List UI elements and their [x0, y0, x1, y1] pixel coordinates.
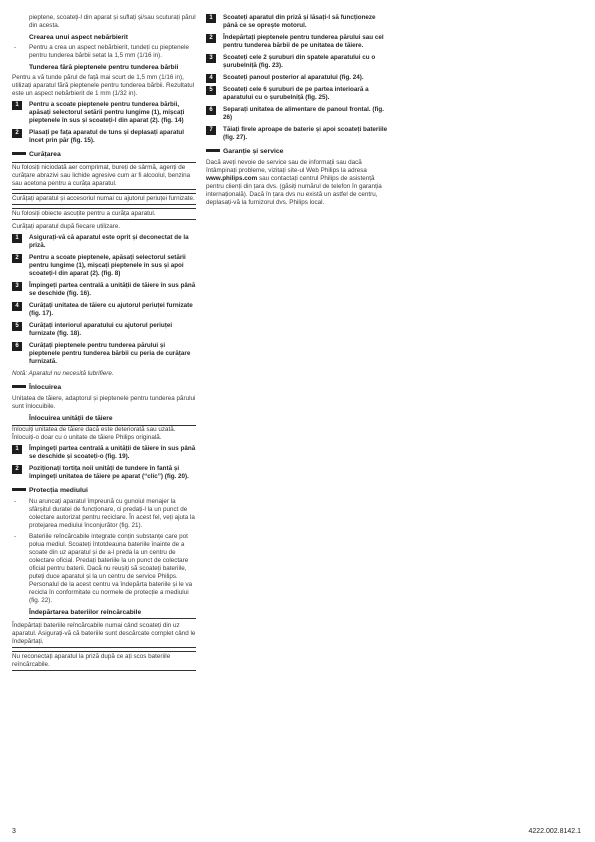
battery-step-3: 3 Scoateți cele 2 șuruburi din spatele aparatului cu o șurubelniță (fig. 23). [206, 54, 390, 70]
replace-text: Unitatea de tăiere, adaptorul și pieptenele pentru tunderea părului sunt înlocuibile. [12, 395, 196, 410]
replace-title: Înlocuirea [12, 384, 196, 392]
battery-warning-2: Nu reconectați aparatul la priză după ce ați scos bateriile reîncărcabile. [12, 651, 196, 671]
nocomb-step-1: 1 Pentru a scoate pieptenele pentru tunderea bărbii, apăsați selectorul setării pentru lungime (1), mișcați pieptenele în sus și scoateți-l din aparat (2). (fig. 14) [12, 101, 196, 125]
cleaning-note: Notă: Aparatul nu necesită lubrifiere. [12, 370, 114, 377]
battery-step-4: 4 Scoateți panoul posterior al aparatului (fig. 24). [206, 74, 390, 82]
cutter-text: Înlocuiți unitatea de tăiere dacă este deteriorată sau uzată. Înlocuiți-o doar cu o unitate de tăiere Philips originală. [12, 425, 196, 442]
cleaning-step-1: 1 Asigurați-vă că aparatul este oprit și deconectat de la priză. [12, 234, 196, 250]
cleaning-step-6: 6 Curățați pieptenele pentru tunderea părului și pieptenele pentru tunderea bărbii cu peria de curățare furnizată. [12, 342, 196, 366]
warranty-title: Garanție și service [206, 148, 390, 156]
nocomb-title: Tunderea fără pieptenele pentru tunderea bărbii [29, 64, 179, 71]
cutter-title: Înlocuirea unității de tăiere [29, 415, 113, 422]
philips-website-link[interactable]: www.philips.com [206, 175, 258, 182]
cleaning-warning-2: Curățați aparatul și accesoriul numai cu ajutorul periuței furnizate. [12, 193, 196, 205]
battery-step-1: 1 Scoateți aparatul din priză și lăsați-l să funcționeze până ce se oprește motorul. [206, 14, 390, 30]
battery-step-5: 5 Scoateți cele 6 șuruburi de pe partea interioară a aparatului cu o șurubelniță (fig. 25). [206, 86, 390, 102]
cutter-step-1: 1 Împingeți partea centrală a unității de tăiere în sus până se deschide și scoateți-o (fig. 19). [12, 445, 196, 461]
battery-step-2: 2 Îndepărtați pieptenele pentru tunderea părului sau cel pentru tunderea bărbii de pe unitatea de tăiere. [206, 34, 390, 50]
document-id: 4222.002.8142.1 [528, 828, 581, 835]
nocomb-text: Pentru a vă tunde părul de față mai scurt de 1,5 mm (1/16 in), utilizați aparatul fără pieptenele pentru tunderea bărbii. Rezultatul este un aspect nebărbierit de 1 mm (1/32 in). [12, 74, 195, 97]
intro-text: pieptene, scoateți-l din aparat și suflați și/sau scuturați părul din acesta. [29, 14, 196, 29]
battery-step-7: 7 Tăiați firele aproape de baterie și apoi scoateți bateriile (fig. 27). [206, 126, 390, 142]
cleaning-warning-3: Nu folosiți obiecte ascuțite pentru a curăța aparatul. [12, 208, 196, 220]
battery-title: Îndepărtarea bateriilor reîncărcabile [29, 609, 196, 619]
environment-item-2: - Bateriile reîncărcabile integrate conțin substanțe care pot polua mediul. Scoateți întotdeauna bateriile înainte de a scoate din uz aparatul și de a-l preda la un centru de colectare oficial. Predați bateriile la un punct de colectare oficial pentru baterii. Dacă nu reușiți să scoateți bateriile, puteți duce aparatul și la un centru de service Philips. Personalul de la acest centru va îndepărta bateriile și le va recicla în conformitate cu normele de protecție a mediului (fig. 22). [14, 533, 193, 604]
cleaning-step-2: 2 Pentru a scoate pieptenele, apăsați selectorul setării pentru lungime (1), mișcați pieptenele în sus și apoi scoateți-l din aparat (2). (fig. 8) [12, 254, 196, 278]
cleaning-warning-1: Nu folosiți niciodată aer comprimat, bureți de sârmă, agenți de curățare abrazivi sau lichide agresive cum ar fi alcoolul, benzina sau acetona pentru a curăța aparatul. [12, 162, 196, 190]
nocomb-step-2: 2 Plasați pe fața aparatul de tuns și deplasați aparatul încet prin păr (fig. 15). [12, 129, 196, 145]
stubble-item: - Pentru a crea un aspect nebărbierit, tundeți cu pieptenele pentru tunderea bărbii setat la 1,5 mm (1/16 in). [14, 44, 189, 59]
page-number: 3 [12, 828, 16, 835]
cutter-step-2: 2 Poziționați tortița noii unități de tundere în fantă și împingeți unitatea de tăiere pe aparat (“clic”) (fig. 20). [12, 465, 196, 481]
battery-warning-1: Îndepărtați bateriile reîncărcabile numai când scoateți din uz aparatul. Asigurați-vă că bateriile sunt descărcate complet când le îndepărtați. [12, 621, 196, 648]
left-column [12, 14, 196, 674]
battery-step-6: 6 Separați unitatea de alimentare de panoul frontal. (fig. 26) [206, 106, 390, 122]
cleaning-step-3: 3 Împingeți partea centrală a unității de tăiere în sus până se deschide (fig. 16). [12, 282, 196, 298]
warranty-text: Dacă aveți nevoie de service sau de informații sau dacă întâmpinați probleme, vizitați site-ul Web Philips la adresa www.philips.com sau contactați centrul Philips de asistență pentru clienți din țara dvs. (găsiți numărul de telefon în garanția internațională). Dacă în țara dvs nu există un astfel de centru, deplasați-vă la furnizorul dvs. Philips local. [206, 159, 382, 206]
environment-title: Protecția mediului [12, 487, 196, 495]
cleaning-title: Curățarea [12, 151, 196, 159]
right-column [206, 14, 390, 210]
cleaning-text: Curățați aparatul după fiecare utilizare. [12, 223, 121, 230]
stubble-title: Crearea unui aspect nebărbierit [29, 34, 128, 41]
cleaning-step-5: 5 Curățați interiorul aparatului cu ajutorul periuței furnizate (fig. 18). [12, 322, 196, 338]
environment-item-1: - Nu aruncați aparatul împreună cu gunoiul menajer la sfârșitul duratei de funcționare, ci predați-l la un punct de colectare autorizat pentru reciclare. În acest fel, veți ajuta la protejarea mediului înconjurător (fig. 21). [14, 498, 195, 529]
cleaning-step-4: 4 Curățați unitatea de tăiere cu ajutorul periuței furnizate (fig. 17). [12, 302, 196, 318]
